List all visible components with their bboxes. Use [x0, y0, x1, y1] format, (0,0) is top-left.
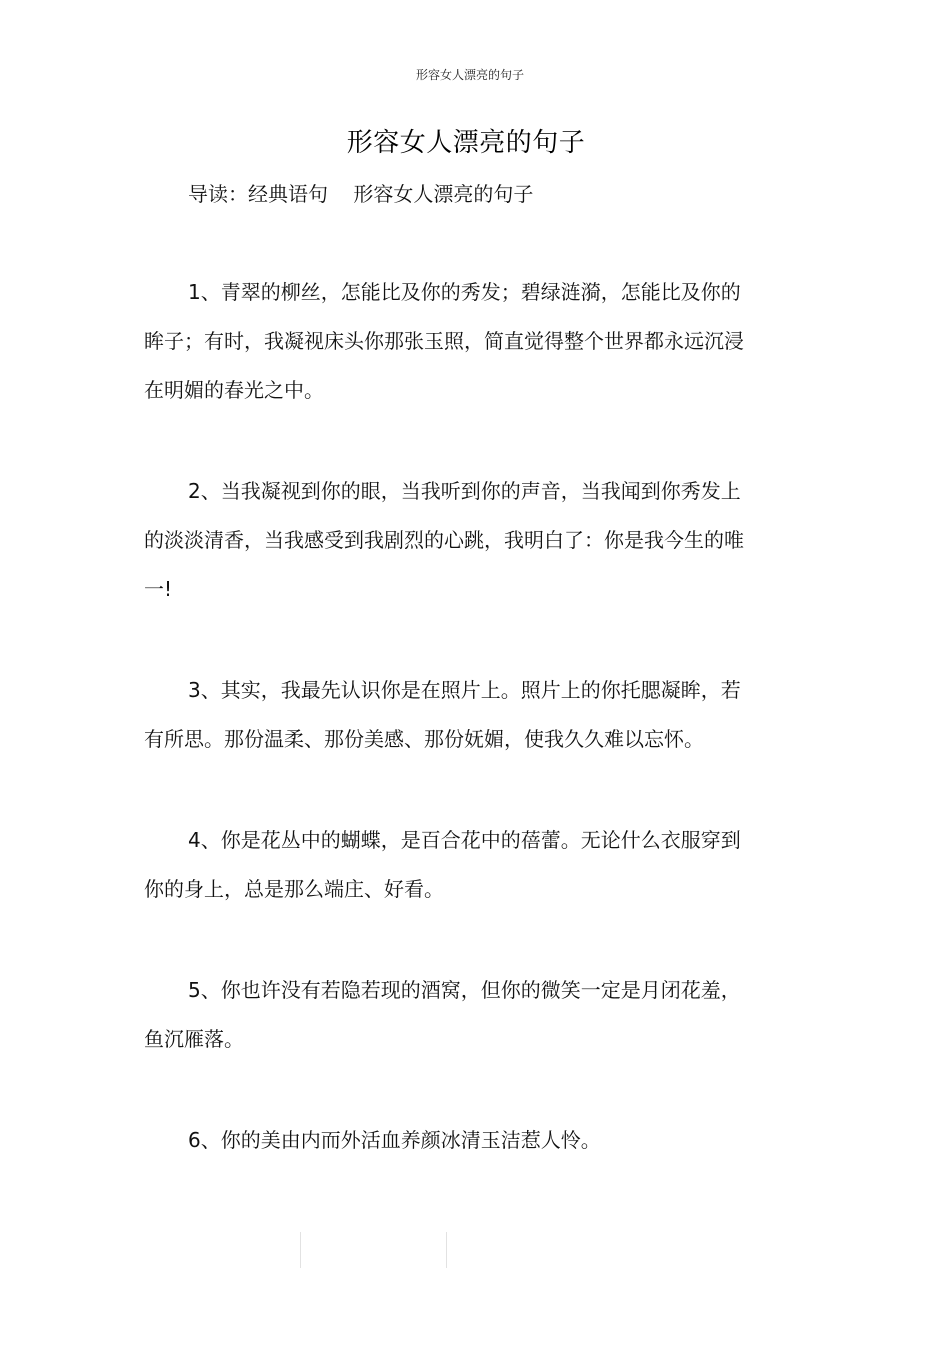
footer-divider-right	[446, 1232, 447, 1268]
paragraph-line: 6、你的美由内而外活血养颜冰清玉洁惹人怜。	[188, 1128, 601, 1152]
paragraph-line: 的淡淡清香，当我感受到我剧烈的心跳，我明白了：你是我今生的唯	[144, 528, 744, 552]
footer-divider-left	[300, 1232, 301, 1268]
paragraph-line: 1、青翠的柳丝，怎能比及你的秀发；碧绿涟漪，怎能比及你的	[188, 280, 741, 304]
paragraph-6	[144, 1116, 774, 1165]
running-header: 形容女人漂亮的句子	[415, 68, 524, 82]
paragraph-line: 一!	[144, 577, 173, 601]
paragraph-line: 在明媚的春光之中。	[144, 378, 324, 402]
paragraph-line: 3、其实，我最先认识你是在照片上。照片上的你托腮凝眸，若	[188, 678, 741, 702]
paragraph-3	[144, 666, 774, 764]
paragraph-line: 4、你是花丛中的蝴蝶，是百合花中的蓓蕾。无论什么衣服穿到	[188, 828, 741, 852]
paragraph-line: 你的身上，总是那么端庄、好看。	[144, 877, 444, 901]
paragraph-line: 眸子；有时，我凝视床头你那张玉照，简直觉得整个世界都永远沉浸	[144, 329, 744, 353]
paragraph-line: 5、你也许没有若隐若现的酒窝，但你的微笑一定是月闭花羞，	[188, 978, 741, 1002]
document-title: 形容女人漂亮的句子	[346, 128, 586, 158]
paragraph-4	[144, 816, 774, 914]
paragraph-line: 2、当我凝视到你的眼，当我听到你的声音，当我闻到你秀发上	[188, 479, 741, 503]
paragraph-2	[144, 467, 774, 614]
paragraph-line: 鱼沉雁落。	[144, 1027, 244, 1051]
paragraph-5	[144, 966, 774, 1064]
intro-line: 导读：经典语句 形容女人漂亮的句子	[188, 182, 534, 206]
paragraph-1	[144, 268, 774, 415]
paragraph-line: 有所思。那份温柔、那份美感、那份妩媚，使我久久难以忘怀。	[144, 727, 704, 751]
